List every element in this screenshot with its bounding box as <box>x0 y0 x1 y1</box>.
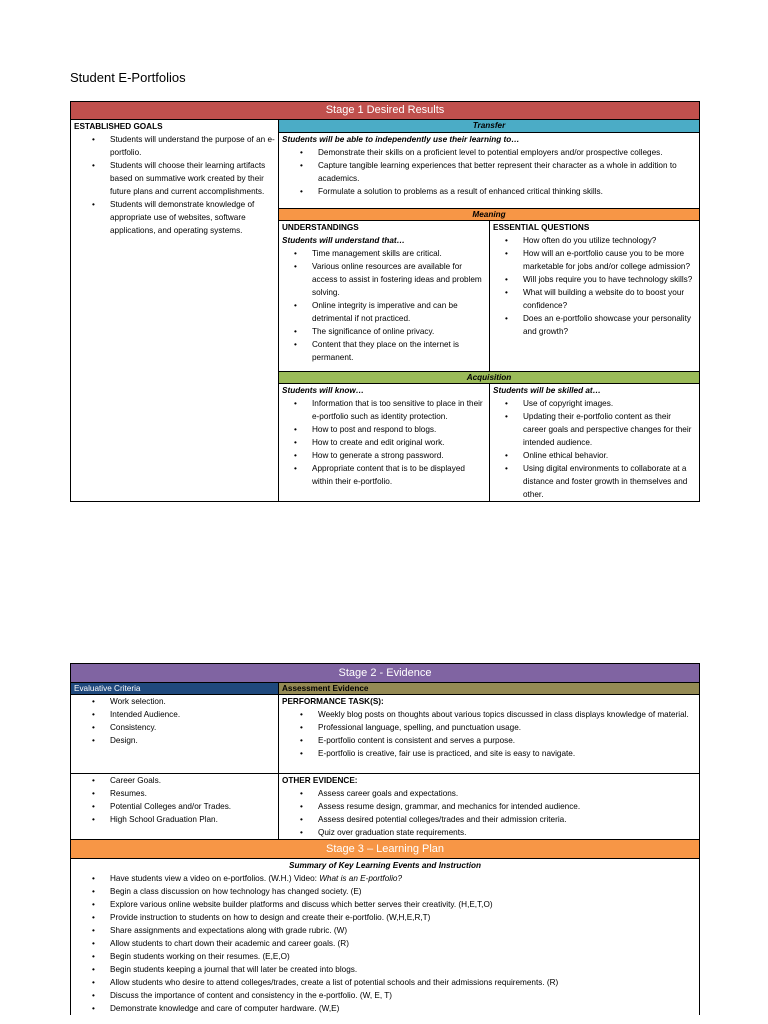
plan-item: • Begin a class discussion on how technology has changed society. (E) <box>110 885 696 898</box>
other-evidence-cell <box>279 774 700 840</box>
plan-item: • Explore various online website builder platforms and discuss which better serves their creativity. (H,E,T,O) <box>110 898 696 911</box>
transfer-item: • Capture tangible learning experiences that better represent their character as a whole in addition to academics. <box>318 159 696 185</box>
understandings-lead: Students will understand that… <box>282 236 405 245</box>
know-item: • How to create and edit original work. <box>312 436 486 449</box>
essential-questions-heading: ESSENTIAL QUESTIONS <box>493 223 590 232</box>
criteria-item: • Career Goals. <box>110 774 275 787</box>
meaning-band: Meaning <box>279 209 700 221</box>
essential-questions-cell <box>490 221 700 372</box>
performance-heading: PERFORMANCE TASK(S): <box>282 697 384 706</box>
transfer-item: • Demonstrate their skills on a proficient level to potential employers and/or prospective colleges. <box>318 146 696 159</box>
criteria-item: • Work selection. <box>110 695 275 708</box>
question-item: • How often do you utilize technology? <box>523 234 696 247</box>
plan-item: • Allow students to chart down their academic and career goals. (R) <box>110 937 696 950</box>
video-title: What is an E-portfolio? <box>319 874 403 883</box>
stage2-title: Stage 2 - Evidence <box>71 664 700 683</box>
plan-item-text: Have students view a video on e-portfolios. (W.H.) Video: <box>110 874 320 883</box>
stage3-title: Stage 3 – Learning Plan <box>71 840 700 859</box>
stage1-table <box>70 101 700 502</box>
other-evidence-item: • Assess desired potential colleges/trades and their admission criteria. <box>318 813 696 826</box>
question-item: • How will an e-portfolio cause you to be more marketable for jobs and/or college admission? <box>523 247 696 273</box>
criteria-item: • High School Graduation Plan. <box>110 813 275 826</box>
criteria-item: • Resumes. <box>110 787 275 800</box>
criteria-item: • Design. <box>110 734 275 747</box>
criteria-b-cell <box>71 774 279 840</box>
know-item: • How to post and respond to blogs. <box>312 423 486 436</box>
plan-item: • Begin students working on their resumes. (E,E,O) <box>110 950 696 963</box>
transfer-cell <box>279 133 700 209</box>
other-evidence-heading: OTHER EVIDENCE: <box>282 776 358 785</box>
established-goals-cell <box>71 120 279 502</box>
understanding-item: • Online integrity is imperative and can be detrimental if not practiced. <box>312 299 486 325</box>
goal-item: • Students will understand the purpose of an e-portfolio. <box>110 133 275 159</box>
skilled-lead: Students will be skilled at… <box>493 386 601 395</box>
understanding-item: • Time management skills are critical. <box>312 247 486 260</box>
plan-item: • Demonstrate knowledge and care of computer hardware. (W,E) <box>110 1002 696 1015</box>
skill-item: • Using digital environments to collaborate at a distance and foster growth in themselves and other. <box>523 462 696 501</box>
document-title: Student E-Portfolios <box>70 70 186 85</box>
performance-item: • Professional language, spelling, and punctuation usage. <box>318 721 696 734</box>
understanding-item: • The significance of online privacy. <box>312 325 486 338</box>
learning-plan-cell <box>71 859 700 1016</box>
performance-item: • Weekly blog posts on thoughts about various topics discussed in class displays knowledge of material. <box>318 708 696 721</box>
other-evidence-item: • Assess career goals and expectations. <box>318 787 696 800</box>
know-item: • Information that is too sensitive to place in their e-portfolio such as identity protection. <box>312 397 486 423</box>
other-evidence-item: • Assess resume design, grammar, and mechanics for intended audience. <box>318 800 696 813</box>
skill-item: • Use of copyright images. <box>523 397 696 410</box>
goal-item: • Students will demonstrate knowledge of appropriate use of websites, software applications, and operating systems. <box>110 198 275 237</box>
question-item: • Will jobs require you to have technology skills? <box>523 273 696 286</box>
understandings-heading: UNDERSTANDINGS <box>282 223 359 232</box>
acquisition-band: Acquisition <box>279 372 700 384</box>
understanding-item: • Various online resources are available for access to assist in fostering ideas and problem solving. <box>312 260 486 299</box>
skill-item: • Updating their e-portfolio content as their career goals and perspective changes for their intended audience. <box>523 410 696 449</box>
assessment-header: Assessment Evidence <box>279 683 700 695</box>
understanding-item: • Content that they place on the internet is permanent. <box>312 338 486 364</box>
other-evidence-item: • Quiz over graduation state requirements. <box>318 826 696 839</box>
understandings-cell <box>279 221 490 372</box>
know-lead: Students will know… <box>282 386 364 395</box>
criteria-item: • Potential Colleges and/or Trades. <box>110 800 275 813</box>
transfer-lead: Students will be able to independently use their learning to… <box>282 135 520 144</box>
know-item: • How to generate a strong password. <box>312 449 486 462</box>
plan-item: • Share assignments and expectations along with grade rubric. (W) <box>110 924 696 937</box>
goal-item: • Students will choose their learning artifacts based on summative work created by their future plans and current accomplishments. <box>110 159 275 198</box>
plan-item: • Discuss the importance of content and consistency in the e-portfolio. (W, E, T) <box>110 989 696 1002</box>
stage2-table <box>70 663 700 1015</box>
criteria-item: • Intended Audience. <box>110 708 275 721</box>
established-goals-heading: ESTABLISHED GOALS <box>74 122 163 131</box>
skill-item: • Online ethical behavior. <box>523 449 696 462</box>
criteria-a-cell <box>71 695 279 774</box>
plan-item: • Begin students keeping a journal that will later be created into blogs. <box>110 963 696 976</box>
know-item: • Appropriate content that is to be displayed within their e-portfolio. <box>312 462 486 488</box>
plan-item: • Allow students who desire to attend colleges/trades, create a list of potential schools and their admissions requirements. (R) <box>110 976 696 989</box>
performance-item: • E-portfolio content is consistent and serves a purpose. <box>318 734 696 747</box>
plan-item: • Provide instruction to students on how to design and create their e-portfolio. (W,H,E,R,T) <box>110 911 696 924</box>
criteria-item: • Consistency. <box>110 721 275 734</box>
transfer-item: • Formulate a solution to problems as a result of enhanced critical thinking skills. <box>318 185 696 198</box>
skilled-cell <box>490 384 700 502</box>
question-item: • What will building a website do to boost your confidence? <box>523 286 696 312</box>
performance-cell <box>279 695 700 774</box>
performance-item: • E-portfolio is creative, fair use is practiced, and site is easy to navigate. <box>318 747 696 760</box>
criteria-header: Evaluative Criteria <box>71 683 279 695</box>
question-item: • Does an e-portfolio showcase your personality and growth? <box>523 312 696 338</box>
know-cell <box>279 384 490 502</box>
stage1-title: Stage 1 Desired Results <box>71 102 700 120</box>
plan-item <box>110 872 696 885</box>
summary-heading: Summary of Key Learning Events and Instruction <box>289 861 481 870</box>
transfer-band: Transfer <box>279 120 700 133</box>
